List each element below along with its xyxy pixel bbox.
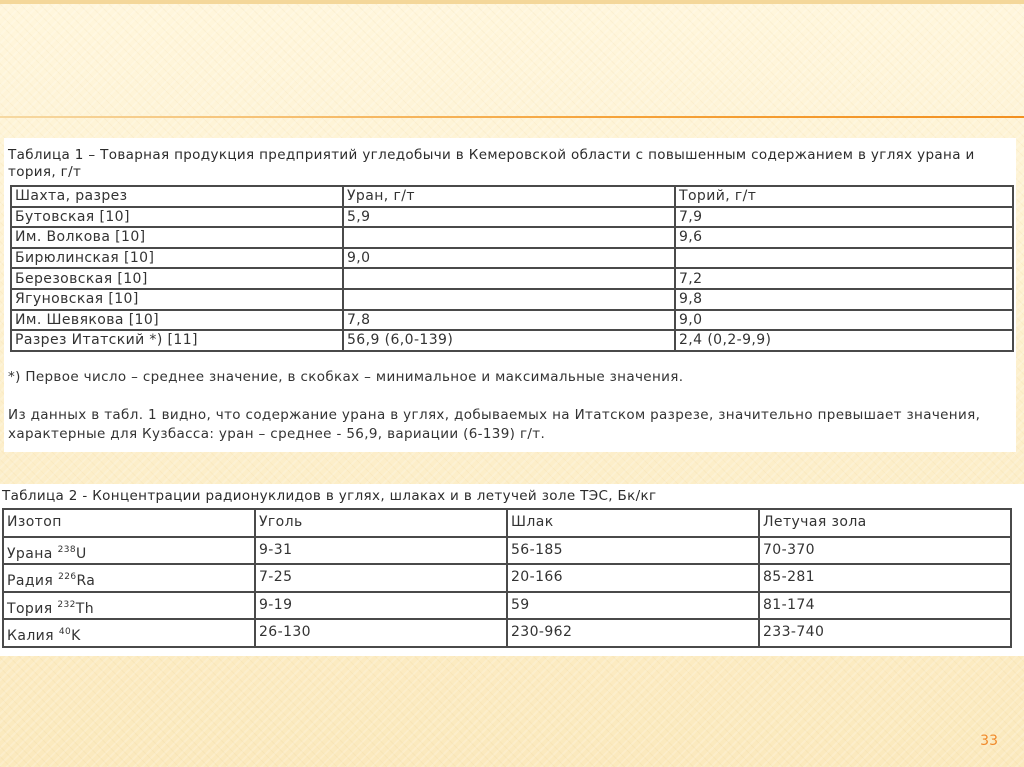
table1-header-cell: Шахта, разрез: [11, 186, 343, 207]
table2: [2, 508, 1012, 648]
table1-header-cell: Уран, г/т: [343, 186, 675, 207]
isotope-symbol: Ra: [76, 573, 96, 589]
table1-cell: 7,2: [675, 268, 1013, 289]
isotope-symbol: Th: [75, 600, 95, 617]
table2-coal-cell: 9-31: [255, 537, 507, 565]
table1-caption: Таблица 1 – Товарная продукция предприятий угледобычи в Кемеровской области с повышенным содержанием в углях урана и тория, г/т: [8, 147, 975, 180]
analysis-paragraph: Из данных в табл. 1 видно, что содержание урана в углях, добываемых на Итатском разрезе, значительно превышает значения, характерные для Кузбасса: уран – среднее - 56,9, вариации (6-139) г/т.: [8, 407, 981, 442]
table2-caption: Таблица 2 - Концентрации радионуклидов в углях, шлаках и в летучей золе ТЭС, Бк/кг: [2, 488, 657, 504]
isotope-mass-number: 232: [57, 599, 76, 610]
isotope-name: Тория: [7, 600, 53, 617]
table2-row: [3, 619, 1011, 647]
isotope-mass-number: 226: [58, 572, 77, 582]
table1-cell: 9,6: [675, 227, 1013, 248]
table2-coal-cell: 7-25: [255, 564, 507, 592]
table1-cell: 9,8: [675, 289, 1013, 310]
table1-cell: Бирюлинская [10]: [11, 248, 343, 269]
isotope-cell: [3, 564, 255, 592]
table2-ash-cell: 81-174: [759, 592, 1011, 620]
table1-row: [11, 268, 1013, 289]
table2-slag-cell: 230-962: [507, 619, 759, 647]
table1-cell: 56,9 (6,0-139): [343, 330, 675, 351]
table1-cell: [343, 268, 675, 289]
table1-cell: 9,0: [343, 248, 675, 269]
table2-row: [3, 592, 1011, 620]
table1-cell: 5,9: [343, 207, 675, 228]
table1-row: [11, 330, 1013, 351]
table2-panel: [0, 484, 1024, 656]
isotope-symbol: K: [71, 628, 81, 644]
table1-cell: 2,4 (0,2-9,9): [675, 330, 1013, 351]
table1-cell: 7,9: [675, 207, 1013, 228]
table1-cell: Им. Волкова [10]: [11, 227, 343, 248]
table1-row: [11, 289, 1013, 310]
table1-cell: [343, 227, 675, 248]
table2-slag-cell: 20-166: [507, 564, 759, 592]
table2-slag-cell: 59: [507, 592, 759, 620]
slide-top-border: [0, 0, 1024, 4]
table2-row: [3, 537, 1011, 565]
isotope-name: Радия: [7, 573, 54, 589]
isotope-symbol: U: [75, 545, 87, 562]
table2-coal-cell: 26-130: [255, 619, 507, 647]
table1-cell: Разрез Итатский *) [11]: [11, 330, 343, 351]
table1-row: [11, 248, 1013, 269]
table1-cell: Ягуновская [10]: [11, 289, 343, 310]
table2-row: [3, 564, 1011, 592]
table1-row: [11, 310, 1013, 331]
table1-cell: Им. Шевякова [10]: [11, 310, 343, 331]
isotope-name: Калия: [7, 628, 54, 644]
table2-slag-cell: 56-185: [507, 537, 759, 565]
table1-row: [11, 227, 1013, 248]
table2-ash-cell: 70-370: [759, 537, 1011, 565]
table1-header-row: [11, 186, 1013, 207]
table2-coal-cell: 9-19: [255, 592, 507, 620]
isotope-mass-number: 40: [58, 627, 72, 637]
isotope-cell: [3, 619, 255, 647]
table2-header-row: [3, 509, 1011, 537]
table1-panel: [4, 138, 1016, 452]
table1-cell: 9,0: [675, 310, 1013, 331]
table1-cell: Бутовская [10]: [11, 207, 343, 228]
table2-ash-cell: 85-281: [759, 564, 1011, 592]
table2-ash-cell: 233-740: [759, 619, 1011, 647]
table2-header-cell: Уголь: [255, 509, 507, 537]
title-divider: [0, 116, 1024, 118]
table1-cell: [675, 248, 1013, 269]
table1-cell: 7,8: [343, 310, 675, 331]
isotope-cell: [3, 537, 255, 565]
table1-header-cell: Торий, г/т: [675, 186, 1013, 207]
table1: [10, 185, 1014, 352]
table2-header-cell: Изотоп: [3, 509, 255, 537]
table1-footnote: *) Первое число – среднее значение, в скобках – минимальное и максимальные значения.: [8, 369, 684, 385]
table2-header-cell: Летучая зола: [759, 509, 1011, 537]
table2-header-cell: Шлак: [507, 509, 759, 537]
table1-row: [11, 207, 1013, 228]
isotope-name: Урана: [7, 545, 53, 562]
table1-cell: [343, 289, 675, 310]
isotope-mass-number: 238: [57, 544, 76, 555]
isotope-cell: [3, 592, 255, 620]
slide-number: 33: [980, 733, 998, 749]
table1-cell: Березовская [10]: [11, 268, 343, 289]
